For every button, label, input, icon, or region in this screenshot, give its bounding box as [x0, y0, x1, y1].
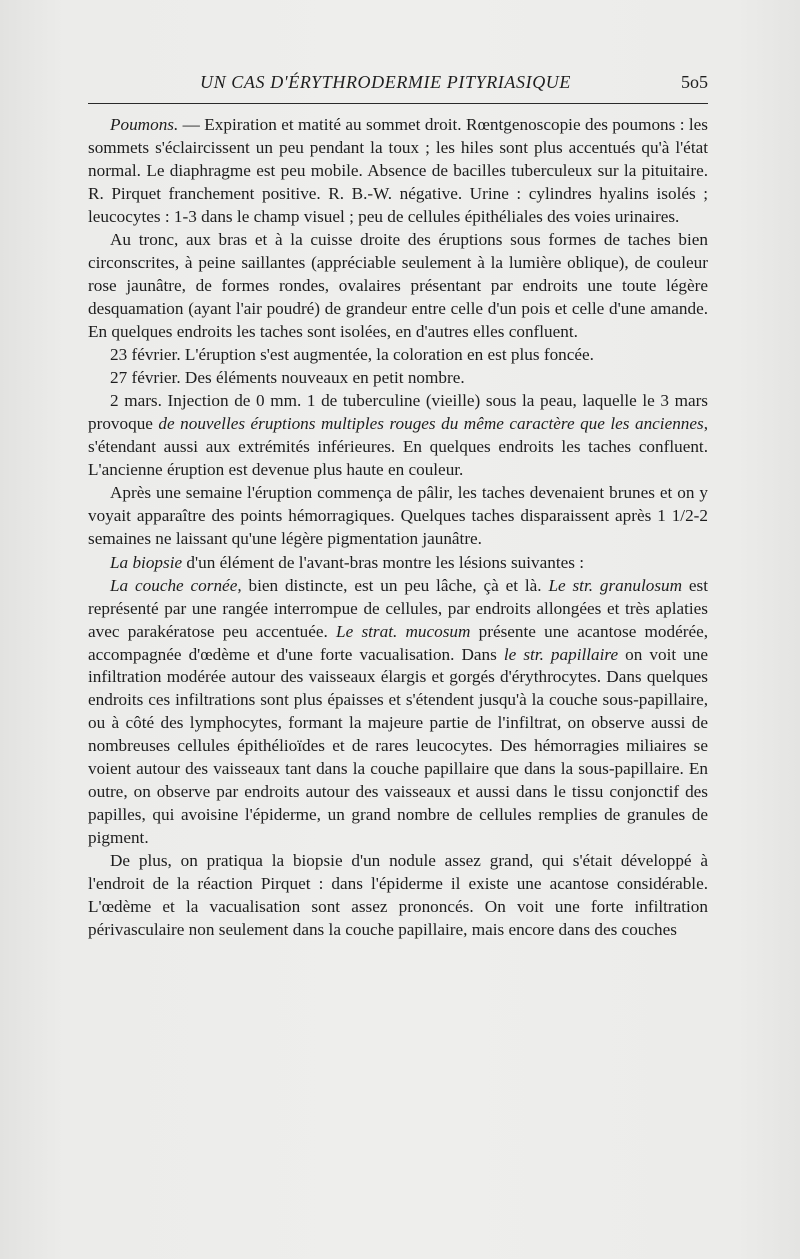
body-text — [88, 114, 708, 942]
header-rule — [88, 103, 708, 104]
paragraph-poumons: Poumons. — Expiration et matité au sommet droit. Rœntgenoscopie des poumons : les sommets s'éclaircissent un peu pendant la toux ; les hiles sont plus accentués qu'à l'état normal. Le diaphragme est peu mobile. Absence de bacilles tuberculeux sur la pituitaire. R. Pirquet franchement positive. R. B.-W. négative. Urine : cylindres hyalins isolés ; leucocytes : 1-3 dans le champ visuel ; peu de cellules épithéliales des voies urinaires. — [88, 115, 708, 226]
paragraph-eruptions: Au tronc, aux bras et à la cuisse droite des éruptions sous formes de taches bien circonscrites, à peine saillantes (appréciable seulement à la lumière oblique), de couleur rose jaunâtre, de formes rondes, ovalaires présentant par endroits une toute légère desquamation (ayant l'air poudré) de grandeur entre celle d'un pois et celle d'une amande. En quelques endroits les taches sont isolées, en d'autres elles confluent. — [88, 229, 708, 341]
paragraph-nodule: De plus, on pratiqua la biopsie d'un nodule assez grand, qui s'était développé à l'endroit de la réaction Pirquet : dans l'épiderme il existe une acantose considérable. L'œdème et la vacualisation sont assez prononcés. On voit une forte infiltration périvasculaire non seulement dans la couche papillaire, mais encore dans des couches — [88, 851, 708, 939]
paragraph-biopsie: La biopsie d'un élément de l'avant-bras montre les lésions suivantes : — [110, 552, 584, 572]
running-header — [88, 70, 708, 100]
running-title: UN CAS D'ÉRYTHRODERMIE PITYRIASIQUE — [200, 72, 571, 92]
paragraph-semaine: Après une semaine l'éruption commença de pâlir, les taches devenaient brunes et on y voyait apparaître des points hémorragiques. Quelques taches disparaissent après 1 1/2-2 semaines ne laissant qu'une légère pigmentation jaunâtre. — [88, 483, 708, 549]
paragraph-27-fevrier: 27 février. Des éléments nouveaux en petit nombre. — [110, 368, 465, 388]
paragraph-2-mars: 2 mars. Injection de 0 mm. 1 de tuberculine (vieille) sous la peau, laquelle le 3 mars provoque de nouvelles éruptions multiples rouges du même caractère que les anciennes, s'étendant aussi aux extrémités inférieures. En quelques endroits les taches confluent. L'ancienne éruption est devenue plus haute en couleur. — [88, 391, 708, 480]
paragraph-couche-cornee: La couche cornée, bien distincte, est un peu lâche, çà et là. Le str. granulosum est représenté par une rangée interrompue de cellules, par endroits allongées et très aplaties avec parakératose peu accentuée. Le strat. mucosum présente une acantose modérée, accompagnée d'œdème et d'une forte vacualisation. Dans le str. papillaire on voit une infiltration modérée autour des vaisseaux élargis et gorgés d'érythrocytes. Dans quelques endroits ces infiltrations sont plus épaisses et s'étendent jusqu'à la couche sous-papillaire, ou à côté des lymphocytes, formant la majeure partie de l'infiltrat, on observe aussi de nombreuses cellules épithélioïdes et de rares leucocytes. Des hémorragies miliaires se voient autour des vaisseaux tant dans la couche papillaire que dans la sous-papillaire. En outre, on observe par endroits autour des vaisseaux et aussi dans le tissu conjonctif des papilles, qui avoisine l'épiderme, un grand nombre de cellules remplies de granules de pigment. — [88, 575, 708, 847]
paragraph-23-fevrier: 23 février. L'éruption s'est augmentée, la coloration en est plus foncée. — [110, 344, 594, 364]
page-number: 5o5 — [681, 72, 708, 92]
paragraph-lead-poumons: Poumons. — [110, 115, 179, 134]
